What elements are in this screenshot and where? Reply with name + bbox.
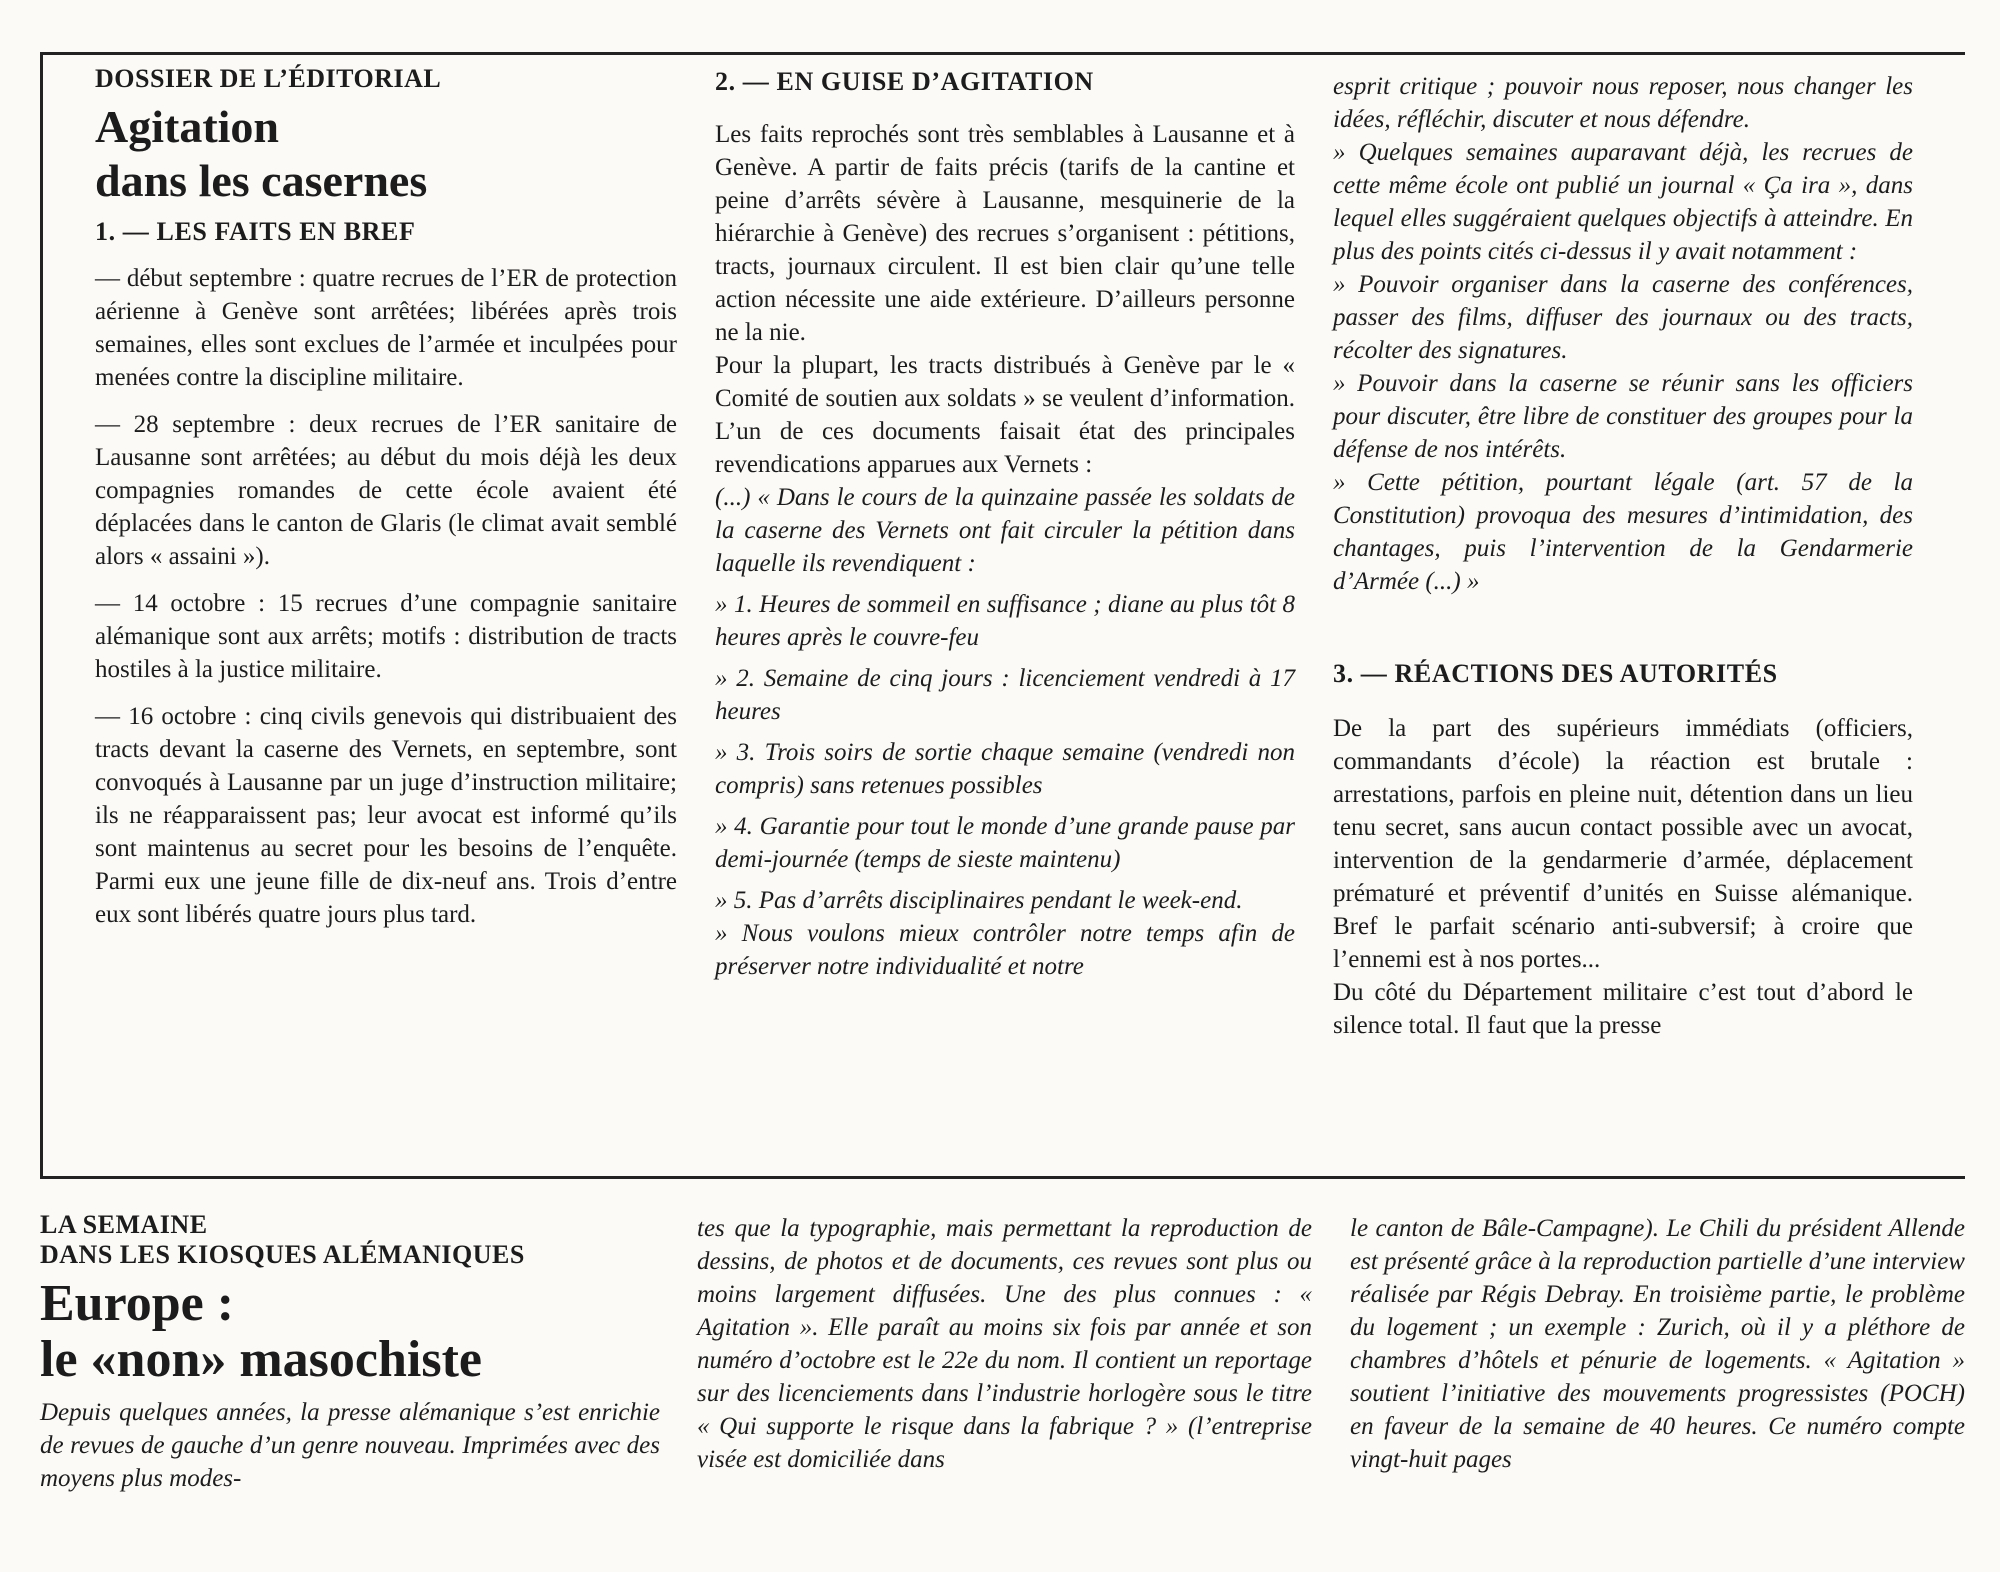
section2-heading: 2. — EN GUISE D’AGITATION bbox=[715, 67, 1094, 96]
semaine-title-line1: Europe : bbox=[40, 1275, 235, 1332]
fact-paragraph: — 14 octobre : 15 recrues d’une compagnie sanitaire alémanique sont aux arrêts; motifs : distribution de tracts hostiles à la justice militaire. bbox=[95, 590, 677, 683]
semaine-column-1 bbox=[40, 1210, 660, 1495]
fact-paragraph: — 16 octobre : cinq civils genevois qui distribuaient des tracts devant la caserne des Vernets, en septembre, sont convoqués à Lausanne par un juge d’instruction militaire; ils ne réapparaissent pas; leur avocat est informé qu’ils sont maintenus au secret pour les besoins de l’enquête. Parmi eux une jeune fille de dix-neuf ans. Trois d’entre eux sont libérés quatre jours plus tard. bbox=[95, 703, 677, 928]
demand-item: » 2. Semaine de cinq jours : licenciement vendredi à 17 heures bbox=[715, 665, 1295, 725]
semaine-body: Depuis quelques années, la presse alémanique s’est enrichie de revues de gauche d’un genre nouveau. Imprimées avec des moyens plus modes- bbox=[40, 1399, 660, 1492]
editorial-title-line1: Agitation bbox=[95, 101, 279, 152]
editorial-column-1 bbox=[95, 64, 677, 931]
semaine-kicker-line2: DANS LES KIOSQUES ALÉMANIQUES bbox=[40, 1240, 525, 1269]
demand-item: » 5. Pas d’arrêts disciplinaires pendant le week-end. bbox=[715, 887, 1243, 914]
quote-paragraph: » Quelques semaines auparavant déjà, les recrues de cette même école ont publié un journal « Ça ira », dans lequel elles suggéraient quelques objectifs à atteindre. En plus des points cités ci-dessus il y avait notamment : bbox=[1333, 139, 1913, 265]
left-rule bbox=[40, 52, 43, 1178]
semaine-title-line2: le «non» masochiste bbox=[40, 1331, 482, 1388]
demand-item: » 1. Heures de sommeil en suffisance ; diane au plus tôt 8 heures après le couvre-feu bbox=[715, 591, 1295, 651]
fact-paragraph: — début septembre : quatre recrues de l’ER de protection aérienne à Genève sont arrêtées; libérées après trois semaines, elles sont exclues de l’armée et inculpées pour menées contre la discipline militaire. bbox=[95, 265, 677, 391]
editorial-column-3 bbox=[1333, 70, 1913, 1042]
top-rule bbox=[40, 52, 1965, 55]
quote-continuation: esprit critique ; pouvoir nous reposer, nous changer les idées, réfléchir, discuter et nous défendre. bbox=[1333, 73, 1913, 133]
semaine-column-2 bbox=[697, 1212, 1312, 1476]
body-paragraph: Les faits reprochés sont très semblables à Lausanne et à Genève. A partir de faits précis (tarifs de la cantine et peine d’arrêts sévère à Lausanne, mesquinerie de la hiérarchie à Genève) des recrues s’organisent : pétitions, tracts, journaux circulent. Il est bien clair qu’une telle action nécessite une aide extérieure. D’ailleurs personne ne la nie. bbox=[715, 121, 1295, 346]
body-paragraph: Du côté du Département militaire c’est tout d’abord le silence total. Il faut que la presse bbox=[1333, 979, 1913, 1039]
semaine-kicker-line1: LA SEMAINE bbox=[40, 1210, 208, 1239]
demand-item: » 4. Garantie pour tout le monde d’une grande pause par demi-journée (temps de sieste maintenu) bbox=[715, 813, 1295, 873]
semaine-body: tes que la typographie, mais permettant la reproduction de dessins, de photos et de documents, ces revues sont plus ou moins largement diffusées. Une des plus connues : « Agitation ». Elle paraît au moins six fois par année et son numéro d’octobre est le 22e du nom. Il contient un reportage sur des licenciements dans l’industrie horlogère sous le titre « Qui supporte le risque dans la fabrique ? » (l’entreprise visée est domiciliée dans bbox=[697, 1215, 1312, 1473]
editorial-title-line2: dans les casernes bbox=[95, 155, 428, 206]
editorial-title bbox=[95, 100, 677, 208]
section3-heading: 3. — RÉACTIONS DES AUTORITÉS bbox=[1333, 659, 1778, 688]
quote-paragraph: » Cette pétition, pourtant légale (art. 57 de la Constitution) provoqua des mesures d’intimidation, des chantages, puis l’intervention de la Gendarmerie d’Armée (...) » bbox=[1333, 469, 1913, 595]
quote-paragraph: » Pouvoir dans la caserne se réunir sans les officiers pour discuter, être libre de constituer des groupes pour la défense de nos intérêts. bbox=[1333, 370, 1913, 463]
semaine-body: le canton de Bâle-Campagne). Le Chili du président Allende est présenté grâce à la reproduction partielle d’une interview réalisée par Régis Debray. En troisième partie, le problème du logement ; un exemple : Zurich, où il y a pléthore de chambres d’hôtels et pénurie de logements. « Agitation » soutient l’initiative des mouvements progressistes (POCH) en faveur de la semaine de 40 heures. Ce numéro compte vingt-huit pages bbox=[1350, 1215, 1965, 1473]
editorial-column-2 bbox=[715, 66, 1295, 983]
quote-intro: (...) « Dans le cours de la quinzaine passée les soldats de la caserne des Vernets ont fait circuler la pétition dans laquelle ils revendiquent : bbox=[715, 484, 1295, 577]
body-paragraph: De la part des supérieurs immédiats (officiers, commandants d’école) la réaction est brutale : arrestations, parfois en pleine nuit, détention dans un lieu tenu secret, sans aucun contact possible avec un avocat, intervention de la gendarmerie d’armée, déplacement prématuré et préventif d’unités en Suisse alémanique. Bref le parfait scénario anti-subversif; à croire que l’ennemi est à nos portes... bbox=[1333, 715, 1913, 973]
demand-item: » 3. Trois soirs de sortie chaque semaine (vendredi non compris) sans retenues possibles bbox=[715, 739, 1295, 799]
fact-paragraph: — 28 septembre : deux recrues de l’ER sanitaire de Lausanne sont arrêtées; au début du mois déjà les deux compagnies romandes de cette école avaient été déplacées dans le canton de Glaris (le climat avait semblé alors « assaini »). bbox=[95, 411, 677, 570]
section1-heading: 1. — LES FAITS EN BREF bbox=[95, 217, 416, 246]
editorial-kicker: DOSSIER DE L’ÉDITORIAL bbox=[95, 64, 442, 93]
bottom-rule bbox=[40, 1176, 1965, 1179]
semaine-title bbox=[40, 1276, 660, 1388]
quote-paragraph: » Pouvoir organiser dans la caserne des conférences, passer des films, diffuser des journaux ou des tracts, récolter des signatures. bbox=[1333, 271, 1913, 364]
body-paragraph: Pour la plupart, les tracts distribués à Genève par le « Comité de soutien aux soldats » se veulent d’information. L’un de ces documents faisait état des principales revendications apparues aux Vernets : bbox=[715, 352, 1295, 478]
quote-continuation: » Nous voulons mieux contrôler notre temps afin de préserver notre individualité et notre bbox=[715, 920, 1295, 980]
semaine-column-3 bbox=[1350, 1212, 1965, 1476]
